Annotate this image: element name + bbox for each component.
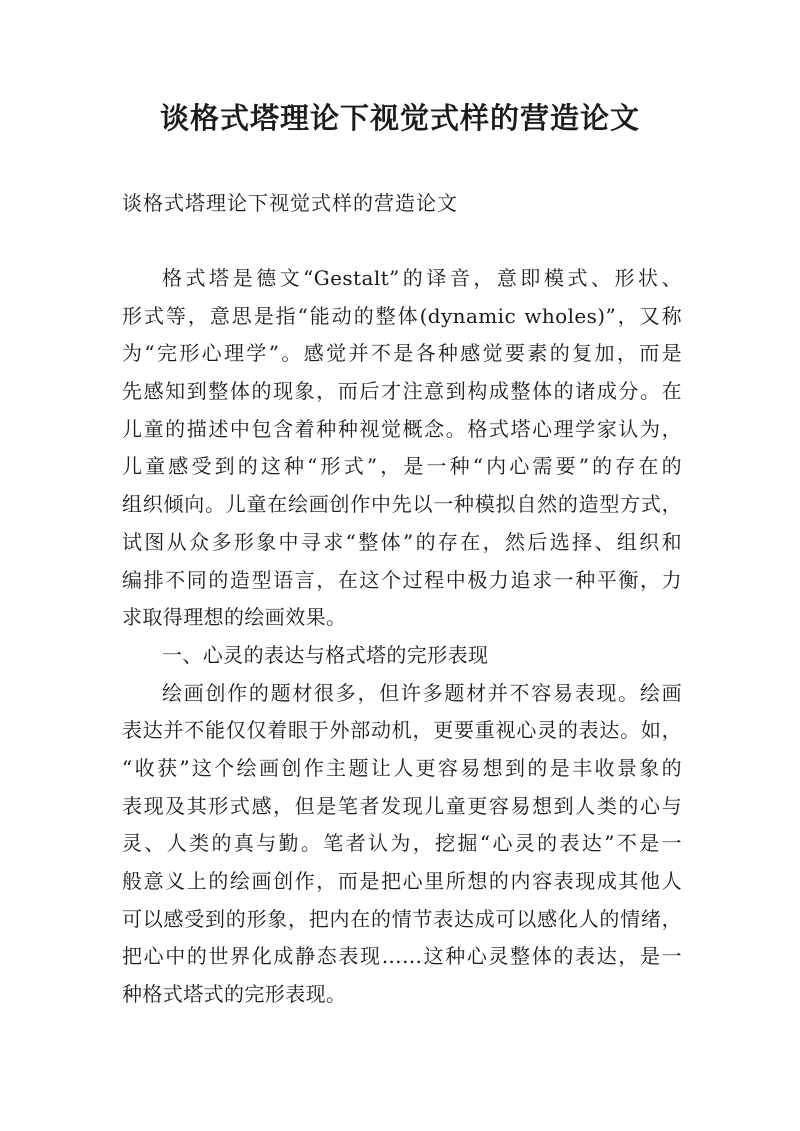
body-line: 把心中的世界化成静态表现……这种心灵整体的表达，是一 [122, 944, 682, 969]
body-line: 绘画创作的题材很多，但许多题材并不容易表现。绘画 [162, 680, 682, 705]
document-subtitle: 谈格式塔理论下视觉式样的营造论文 [122, 191, 458, 215]
body-line: 试图从众多形象中寻求“整体”的存在，然后选择、组织和 [122, 529, 682, 554]
document-title: 谈格式塔理论下视觉式样的营造论文 [159, 101, 640, 135]
document-body [122, 260, 682, 1014]
body-line: 种格式塔式的完形表现。 [122, 982, 347, 1007]
body-line: 灵、人类的真与勤。笔者认为，挖掘“心灵的表达”不是一 [122, 831, 682, 856]
body-line: 表达并不能仅仅着眼于外部动机，更要重视心灵的表达。如， [122, 718, 682, 743]
body-line: 为“完形心理学”。感觉并不是各种感觉要素的复加，而是 [122, 341, 682, 366]
body-line: 编排不同的造型语言，在这个过程中极力追求一种平衡，力 [122, 567, 682, 592]
body-line: 一、心灵的表达与格式塔的完形表现 [162, 642, 489, 667]
body-line: 形式等，意思是指“能动的整体(dynamic wholes)”，又称 [122, 303, 682, 328]
body-line: 格式塔是德文“Gestalt”的译音，意即模式、形状、 [162, 266, 682, 290]
body-line: 求取得理想的绘画效果。 [122, 605, 347, 630]
body-line: 先感知到整体的现象，而后才注意到构成整体的诸成分。在 [122, 379, 682, 404]
body-line: 组织倾向。儿童在绘画创作中先以一种模拟自然的造型方式， [122, 492, 682, 517]
body-line: 可以感受到的形象，把内在的情节表达成可以感化人的情绪， [122, 906, 682, 931]
body-line: 般意义上的绘画创作，而是把心里所想的内容表现成其他人 [122, 869, 682, 893]
body-line: “收获”这个绘画创作主题让人更容易想到的是丰收景象的 [122, 755, 682, 780]
body-line: 儿童的描述中包含着种种视觉概念。格式塔心理学家认为， [122, 416, 682, 441]
body-line: 表现及其形式感，但是笔者发现儿童更容易想到人类的心与 [122, 793, 682, 818]
body-line: 儿童感受到的这种“形式”，是一种“内心需要”的存在的 [122, 454, 682, 479]
